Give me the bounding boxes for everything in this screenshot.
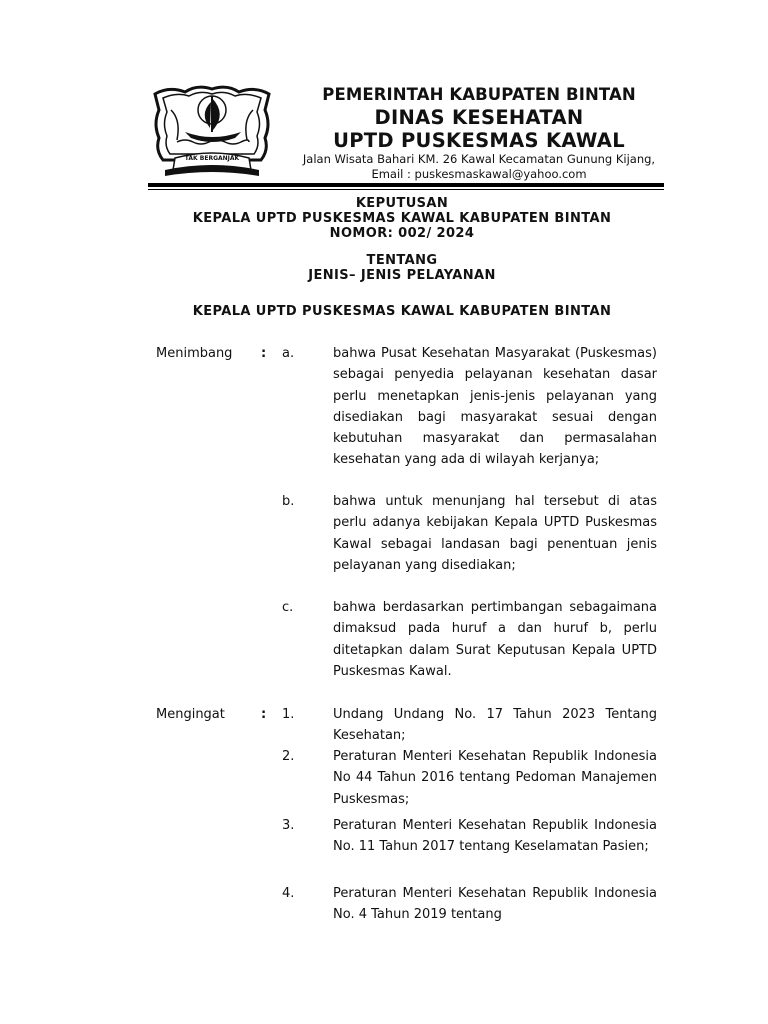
agency-name: DINAS KESEHATAN <box>374 106 584 129</box>
mengingat-marker-1: 1. <box>282 707 295 722</box>
menimbang-colon: : <box>261 346 267 361</box>
menimbang-label: Menimbang <box>156 346 233 361</box>
office-email: Email : puskesmaskawal@yahoo.com <box>371 167 587 181</box>
menimbang-marker-c: c. <box>282 600 294 615</box>
menimbang-item-b: bahwa untuk menunjang hal tersebut di atas perlu adanya kebijakan Kepala UPTD Puskesmas Kawal sebagai landasan bagi penentuan jenis pelayanan yang disediakan; <box>333 494 657 573</box>
menimbang-marker-a: a. <box>282 346 295 361</box>
decree-number: NOMOR: 002/ 2024 <box>329 226 475 241</box>
decree-about-label: TENTANG <box>366 253 438 268</box>
decree-authority: KEPALA UPTD PUSKESMAS KAWAL KABUPATEN BINTAN <box>192 304 612 319</box>
decree-subject: JENIS– JENIS PELAYANAN <box>308 268 496 283</box>
mengingat-marker-3: 3. <box>282 818 295 833</box>
letterhead <box>280 84 678 182</box>
decree-heading: KEPUTUSAN <box>355 196 449 211</box>
mengingat-item-4: Peraturan Menteri Kesehatan Republik Indonesia No. 4 Tahun 2019 tentang <box>333 886 657 923</box>
letterhead-divider-thick <box>148 183 664 187</box>
office-address: Jalan Wisata Bahari KM. 26 Kawal Kecamatan Gunung Kijang, <box>302 152 656 166</box>
menimbang-item-a: bahwa Pusat Kesehatan Masyarakat (Puskesmas) sebagai penyedia pelayanan kesehatan dasar perlu menetapkan jenis-jenis pelayanan yang disediakan bagi masyarakat sesuai dengan kebutuhan masyarakat dan permasalahan kesehatan yang ada di wilayah kerjanya; <box>333 346 657 468</box>
mengingat-marker-2: 2. <box>282 749 295 764</box>
menimbang-item-c: bahwa berdasarkan pertimbangan sebagaimana dimaksud pada huruf a dan huruf b, perlu ditetapkan dalam Surat Keputusan Kepala UPTD Puskesmas Kawal. <box>333 600 657 679</box>
office-name: UPTD PUSKESMAS KAWAL <box>333 129 625 152</box>
mengingat-item-2: Peraturan Menteri Kesehatan Republik Indonesia No 44 Tahun 2016 tentang Pedoman Manajemen Puskesmas; <box>333 749 657 807</box>
mengingat-item-1: Undang Undang No. 17 Tahun 2023 Tentang Kesehatan; <box>333 707 657 744</box>
decree-issuer: KEPALA UPTD PUSKESMAS KAWAL KABUPATEN BINTAN <box>192 211 612 226</box>
mengingat-marker-4: 4. <box>282 886 295 901</box>
kabupaten-bintan-logo <box>147 80 277 180</box>
mengingat-label: Mengingat <box>156 707 225 722</box>
government-name: PEMERINTAH KABUPATEN BINTAN <box>322 85 636 104</box>
letterhead-divider-thin <box>148 189 664 190</box>
menimbang-marker-b: b. <box>282 494 295 509</box>
svg-text:TAK BERGANJAK: TAK BERGANJAK <box>184 155 240 162</box>
mengingat-item-3: Peraturan Menteri Kesehatan Republik Indonesia No. 11 Tahun 2017 tentang Keselamatan Pasien; <box>333 818 657 855</box>
mengingat-colon: : <box>261 707 267 722</box>
